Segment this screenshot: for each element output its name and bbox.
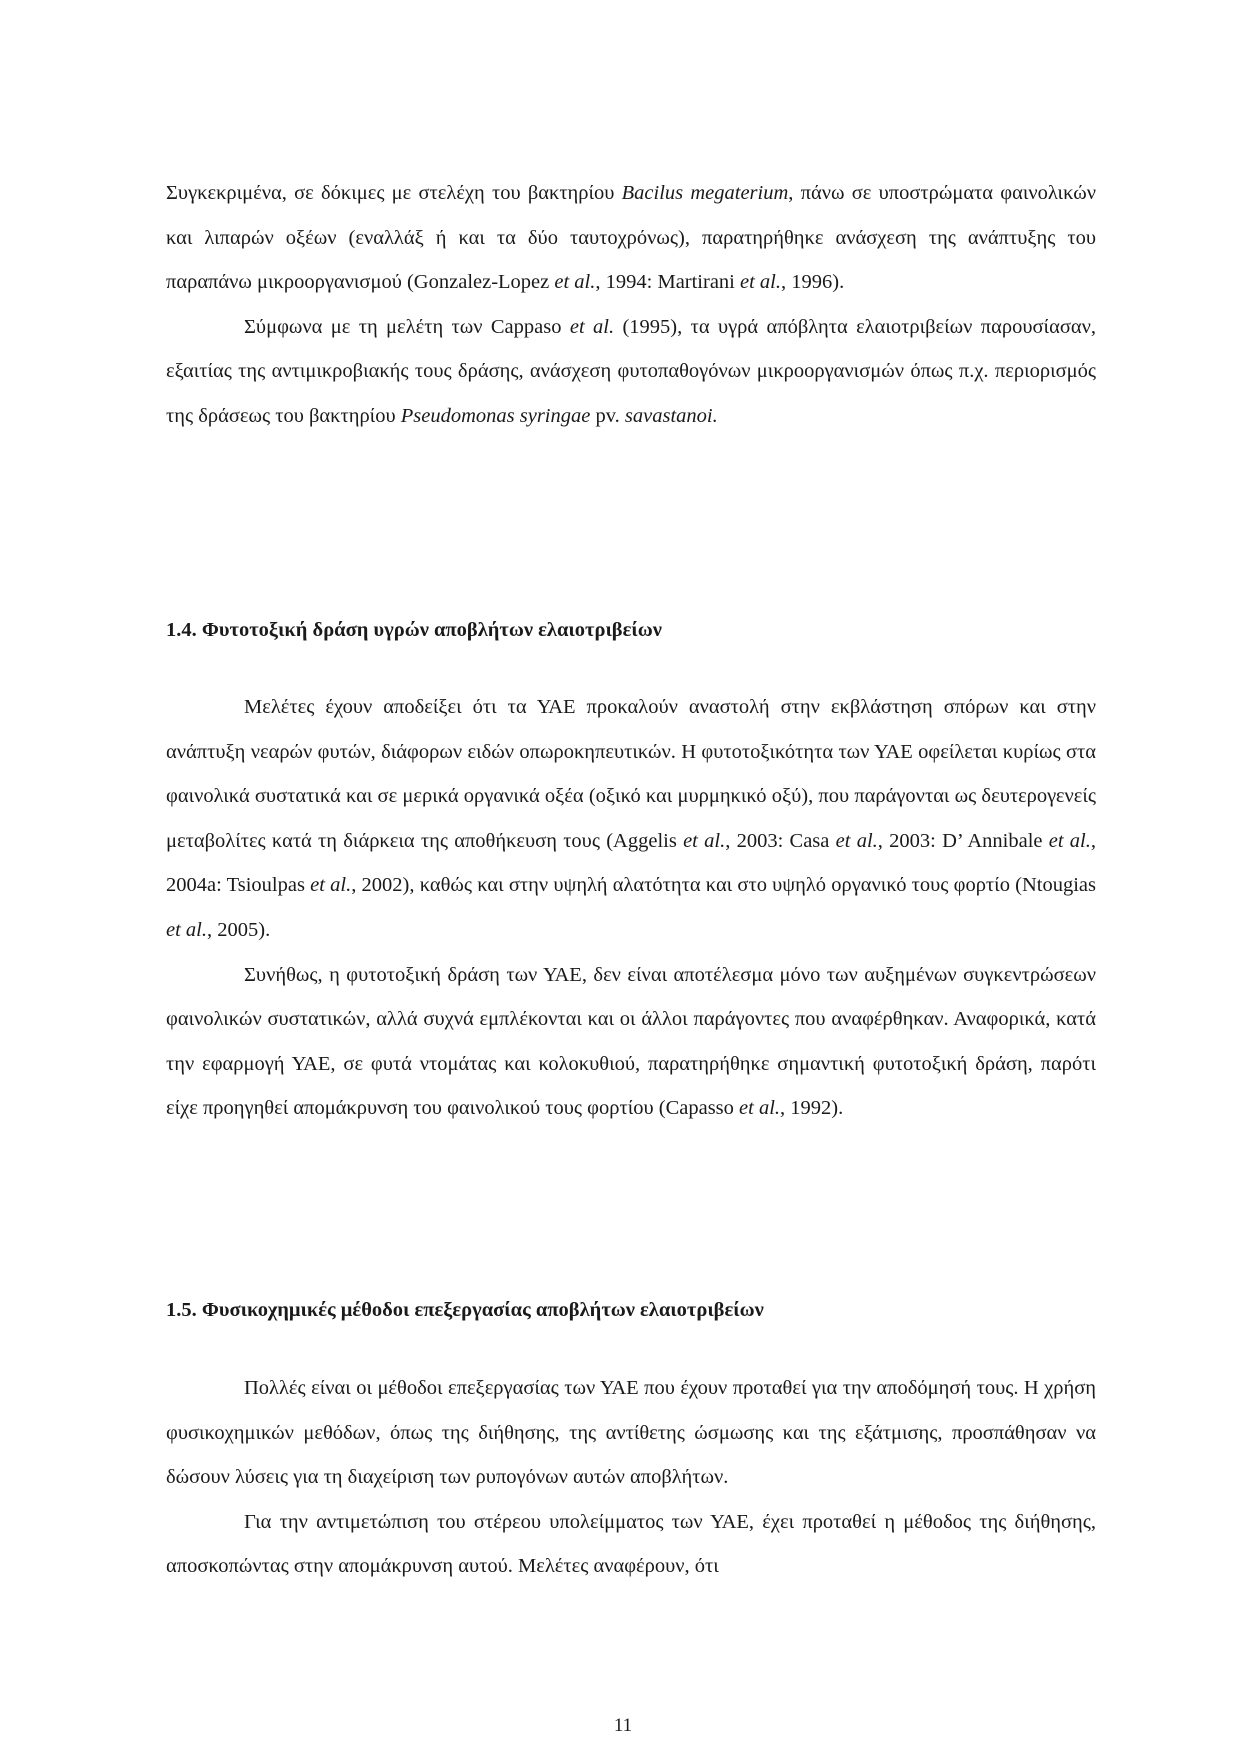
italic-text: et al. bbox=[554, 271, 596, 294]
text-run: , 2004a: Tsioulpas bbox=[166, 829, 1096, 897]
paragraph bbox=[166, 305, 1096, 439]
text-run: , 2003: D’ Annibale bbox=[877, 829, 1049, 852]
text-run: Σύμφωνα με τη μελέτη των Cappaso bbox=[244, 315, 570, 338]
text-run: , 2003: Casa bbox=[725, 829, 836, 852]
text-run: Για την αντιμετώπιση του στέρεου υπολείμματος των ΥΑΕ, έχει προταθεί η μέθοδος της διήθησης, αποσκοπώντας στην απομάκρυνση αυτού. Μελέτες αναφέρουν, ότι bbox=[166, 1510, 1096, 1578]
text-run: , 2005). bbox=[207, 918, 271, 941]
text-run: (1995), τα υγρά απόβλητα ελαιοτριβείων παρουσίασαν, εξαιτίας της αντιμικροβιακής τους δράσης, ανάσχεση φυτοπαθογόνων μικροοργανισμών όπως π.χ. περιορισμός της δράσεως του βακτηρίου bbox=[166, 315, 1097, 427]
section-intro-text bbox=[166, 171, 1096, 439]
italic-text: et al. bbox=[683, 829, 726, 852]
italic-text: et al. bbox=[835, 829, 878, 852]
italic-text: et al. bbox=[166, 918, 207, 941]
text-run: Συνήθως, η φυτοτοξική δράση των ΥΑΕ, δεν είναι αποτέλεσμα μόνο των αυξημένων συγκεντρώσεων φαινολικών συστατικών, αλλά συχνά εμπλέκονται και οι άλλοι παράγοντες που αναφέρθηκαν. Αναφορικά, κατά την εφαρμογή ΥΑΕ, σε φυτά ντομάτας και κολοκυθιού, παρατηρήθηκε σημαντική φυτοτοξική δράση, παρότι είχε προηγηθεί απομάκρυνση του φαινολικού τους φορτίου (Capasso bbox=[166, 963, 1096, 1120]
italic-text: et al. bbox=[310, 874, 352, 897]
italic-text: et al. bbox=[739, 1097, 781, 1120]
paragraph bbox=[166, 685, 1096, 953]
text-run: Συγκεκριμένα, σε δόκιμες με στελέχη του βακτηρίου bbox=[166, 182, 622, 204]
italic-text: et al. bbox=[740, 271, 782, 294]
section-heading-1-5: 1.5. Φυσικοχημικές μέθοδοι επεξεργασίας αποβλήτων ελαιοτριβείων bbox=[166, 1299, 764, 1321]
section-1-5-text bbox=[166, 1366, 1096, 1589]
italic-text: Bacilus megaterium bbox=[621, 182, 789, 204]
italic-text: Pseudomonas syringae bbox=[400, 404, 591, 427]
text-run: pv. bbox=[590, 404, 625, 427]
text-run: , 1996). bbox=[781, 271, 845, 294]
text-run: , πάνω σε υποστρώματα φαινολικών και λιπαρών οξέων (εναλλάξ ή και τα δύο ταυτοχρόνως), παρατηρήθηκε ανάσχεση της ανάπτυξης του παραπάνω μικροοργανισμού (Gonzalez-Lopez bbox=[166, 182, 1096, 294]
text-run: , 1994: Martirani bbox=[595, 271, 741, 294]
paragraph bbox=[166, 171, 1096, 305]
italic-text: savastanoi. bbox=[624, 404, 718, 427]
text-run: , 2002), καθώς και στην υψηλή αλατότητα και στο υψηλό οργανικό τους φορτίο (Ntougias bbox=[351, 874, 1096, 897]
paragraph bbox=[166, 1366, 1096, 1500]
section-heading-1-4: 1.4. Φυτοτοξική δράση υγρών αποβλήτων ελαιοτριβείων bbox=[166, 619, 662, 641]
section-1-4-text bbox=[166, 685, 1096, 1131]
text-run: Μελέτες έχουν αποδείξει ότι τα ΥΑΕ προκαλούν αναστολή στην εκβλάστηση σπόρων και στην ανάπτυξη νεαρών φυτών, διάφορων ειδών οπωροκηπευτικών. Η φυτοτοξικότητα των ΥΑΕ οφείλεται κυρίως στα φαινολικά συστατικά και σε μερικά οργανικά οξέα (οξικό και μυρμηκικό οξύ), που παράγονται ως δευτερογενείς μεταβολίτες κατά τη διάρκεια της αποθήκευση τους (Aggelis bbox=[166, 696, 1096, 852]
text-run: Πολλές είναι οι μέθοδοι επεξεργασίας των ΥΑΕ που έχουν προταθεί για την αποδόμησή τους. Η χρήση φυσικοχημικών μεθόδων, όπως της διήθησης, της αντίθετης ώσμωσης και της εξάτμισης, προσπάθησαν να δώσουν λύσεις για τη διαχείριση των ρυπογόνων αυτών αποβλήτων. bbox=[166, 1377, 1096, 1489]
paragraph bbox=[166, 1500, 1096, 1589]
paragraph bbox=[166, 953, 1096, 1131]
text-run: , 1992). bbox=[780, 1097, 844, 1120]
page-number: 11 bbox=[613, 1715, 633, 1736]
italic-text: et al. bbox=[569, 315, 615, 338]
italic-text: et al. bbox=[1048, 829, 1091, 852]
